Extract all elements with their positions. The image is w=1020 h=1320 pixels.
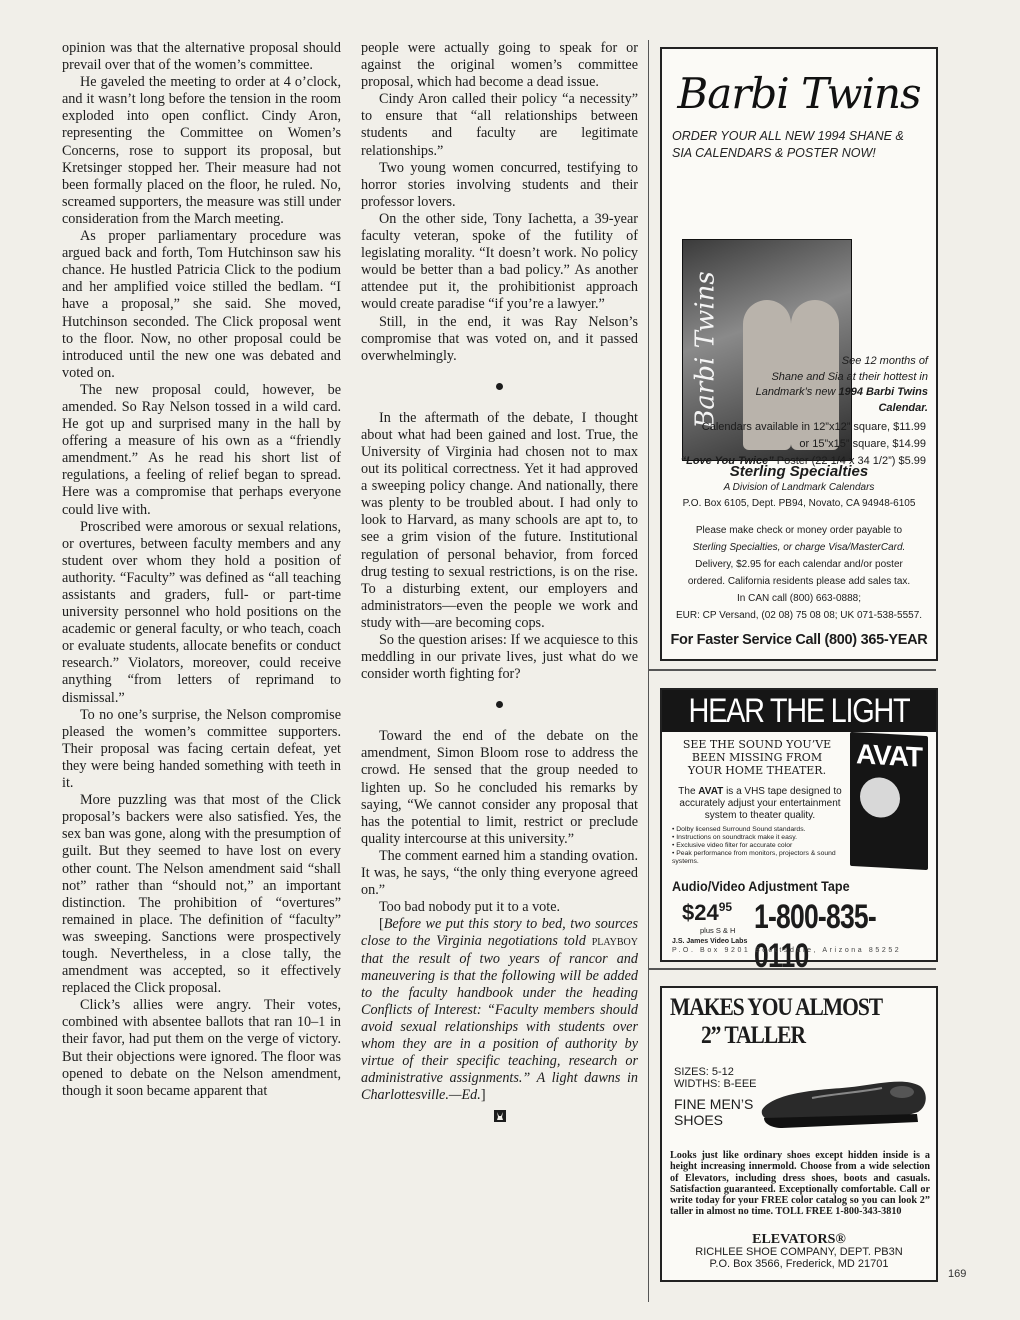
order-instructions: Please make check or money order payable to Sterling Specialties, or charge Visa/MasterCard. Delivery, $2.95 for each calendar and/or poster ordered. California residents please add sales tax. In CAN call (800) 663-0888; EUR: CP Versand, (02 08) 75 08 08; UK 071-538-5557. xyxy=(675,525,923,621)
article-paragraph: The comment earned him a standing ovation. It was, he says, “the only thing everyone agreed on.” xyxy=(361,847,638,899)
article-paragraph: The new proposal could, however, be amended. So Ray Nelson tossed in a wild card. He got up and surprised many in the hall by offering a measure of his own as a “friendly amendment.” As he read his short list of regulations, a feeling of relief began to spread. Here was a compromise that perhaps everyone could live with. xyxy=(62,381,341,518)
price-list: Calendars available in 12”x12” square, $11.99 or 15”x15” square, $14.99 “Love You Twice” Poster (22 1/4 x 34 1/2”) $5.99 xyxy=(680,421,926,467)
sidebar-divider xyxy=(648,40,649,1302)
phone-cta: For Faster Service Call (800) 365-YEAR xyxy=(670,632,928,648)
feature-item: • Peak performance from monitors, projectors & sound systems. xyxy=(672,850,836,865)
article-paragraph: Click’s allies were angry. Their votes, combined with absentee ballots that ran 10–1 in their favor, had put them on the verge of victory. But their objections were ignored. The floor was opened to debate on the Nelson amendment, though it soon became apparent that xyxy=(62,997,341,1099)
feature-item: • Exclusive video filter for accurate color xyxy=(672,842,793,849)
article-paragraph: Cindy Aron called their policy “a necessity” to ensure that “all relationships between students and faculty are legitimate relationships.” xyxy=(361,91,638,159)
article-paragraph: people were actually going to speak for or against the original women’s committee proposal, which had become a dead issue. xyxy=(361,40,638,91)
ad-tagline: SEE THE SOUND YOU’VE BEEN MISSING FROM YOUR HOME THEATER. xyxy=(682,738,832,777)
feature-item: • Instructions on soundtrack make it easy. xyxy=(672,834,798,841)
page-number: 169 xyxy=(948,1268,967,1280)
ad-body-copy: Looks just like ordinary shoes except hidden inside is a height increasing innermold. Choose from a wide selection of Elevators, including dress shoes, boots and casuals. Satisfaction guaranteed. Exceptionally comfortable. Call or write today for your FREE color catalog so you can look 2” taller in almost no time. TOLL FREE 1-800-343-3810 xyxy=(670,1150,930,1218)
editor-note: [Before we put this story to bed, two sources close to the Virginia negotiations told playboy that the result of two years of rancor and maneuvering is that the following will be added to the faculty handbook under the heading Conflicts of Interest: “Faculty members should avoid sexual relationships with students over whom they are in a position of authority by virtue of their specific teaching, research or administrative assignments.” A light dawns in Charlottesville.—Ed.] xyxy=(361,916,638,1104)
shipping-note: plus S & H xyxy=(700,926,736,935)
company-info: RICHLEE SHOE COMPANY, DEPT. PB3N P.O. Box 3566, Frederick, MD 21701 xyxy=(695,1246,903,1270)
product-label: FINE MEN’S SHOES xyxy=(674,1096,754,1128)
article-paragraph: So the question arises: If we acquiesce to this meddling in our private lives, just what do we consider worth fighting for? xyxy=(361,632,638,683)
play-icon xyxy=(860,776,900,818)
section-break-dot xyxy=(496,383,503,390)
ad-subtitle: ORDER YOUR ALL NEW 1994 SHANE & SIA CALENDARS & POSTER NOW! xyxy=(672,129,904,160)
price: $\$24^{95}$ xyxy=(682,900,733,925)
ad-headline: MAKES YOU ALMOST 2” TALLER xyxy=(670,994,883,1049)
article-paragraph: More puzzling was that most of the Click proposal’s backers were also satisfied. Yes, the sex ban was gone, along with the presumption of guilt. But they seemed to have lost on every other count. The Nelson amendment said “shall not” rather than “should not,” an important distinction. The prohibition of “overtures” remained in place. The definition of “faculty” was sweeping. Sanctions were prospectively tough. Nevertheless, in a close tally, the amendment was accepted, so it effectively replaced the Click proposal. xyxy=(62,792,341,997)
article-paragraph: As proper parliamentary procedure was argued back and forth, Tom Hutchinson saw his chance. He hustled Patricia Click to the podium and her amplified voice stilled the bedlam. “I have a proposal,” she said. She moved, Hutchinson seconded. The Click proposal went to the floor. Now, no other proposal could be introduced until the new one was debated and voted on. xyxy=(62,228,341,381)
ad-divider xyxy=(648,669,936,671)
section-break-dot xyxy=(496,701,503,708)
article-column-2 xyxy=(361,40,638,1122)
calendar-spine: Barbi Twins xyxy=(691,271,721,429)
size-info: SIZES: 5-12 WIDTHS: B-EEE xyxy=(674,1066,757,1090)
article-column-1 xyxy=(62,40,341,1100)
company-address: P.O. Box 9201 Scottsdale, Arizona 85252 xyxy=(672,947,902,954)
article-paragraph: Two young women concurred, testifying to horror stories involving students and their professor lovers. xyxy=(361,159,638,210)
barbi-twins-ad xyxy=(660,47,938,661)
elevators-shoes-ad xyxy=(660,986,938,1282)
calendar-caption: See 12 months of Shane and Sia at their hottest in Landmark’s new 1994 Barbi Twins Calendar. xyxy=(755,355,928,414)
product-description: The AVAT is a VHS tape designed to accurately adjust your entertainment system to theater quality. xyxy=(678,786,842,821)
phone-number: 1-800-835-0110 xyxy=(754,898,876,975)
ad-title: Barbi Twins xyxy=(677,69,921,118)
article-paragraph: On the other side, Tony Iachetta, a 39-year faculty veteran, spoke of the futility of legislating morality. “It doesn’t work. No policy would be better than a bad policy.” As another attendee put it, the prohibitionist approach would create paradise “if you’re a lawyer.” xyxy=(361,210,638,313)
avat-ad xyxy=(660,688,938,975)
feature-list xyxy=(672,826,852,866)
feature-item: • Dolby licensed Surround Sound standards. xyxy=(672,826,806,833)
article-paragraph: Toward the end of the debate on the amendment, Simon Bloom rose to address the crowd. He sensed that the group needed to lighten up. So he concluded his remarks by saying, “We cannot consider any proposal that has the potential to limit, restrict or preclude quality intercourse at this university.” xyxy=(361,728,638,847)
article-paragraph: Proscribed were amorous or sexual relations, or overtures, between faculty members and any student over whom they hold a position of authority. “Faculty” was defined as “all teaching assistants and graders, full- or part-time university personnel who hold positions on the academic or general faculty, or who teach, coach or evaluate students, allocate benefits or conduct research.” Violators, moreover, could receive anything “from letters of reprimand to dismissal.” xyxy=(62,518,341,706)
ad-title: HEAR THE LIGHT xyxy=(662,690,936,732)
product-name: Audio/Video Adjustment Tape xyxy=(672,878,850,894)
rabbit-head-end-mark-icon xyxy=(494,1110,506,1122)
article-paragraph: To no one’s surprise, the Nelson compromise pleased the women’s committee supporters. Their proposal was facing certain defeat, yet they were being handed something with teeth in it. xyxy=(62,706,341,792)
company-name: J.S. James Video Labs xyxy=(672,938,748,945)
article-paragraph: opinion was that the alternative proposal should prevail over that of the women’s committee. xyxy=(62,40,341,74)
vhs-box-image: AVAT xyxy=(850,732,928,870)
company-info: Sterling Specialties A Division of Landmark Calendars P.O. Box 6105, Dept. PB94, Novato, CA 94948-6105 Please make check or money order payable to Sterling Specialties, or charge Visa/MasterCard. Delivery, $2.95 for each calendar and/or poster ordered. California residents please add sales tax. In CAN call (800) 663-0888; EUR: CP Versand, (02 08) 75 08 08; UK 071-538-5557. For Faster Service Call (800) 365-YEAR xyxy=(662,463,936,648)
article-paragraph: He gaveled the meeting to order at 4 o’clock, and it wasn’t long before the tension in the room exploded into open conflict. Cindy Aron, representing the Committee on Women’s Concerns, rose to support its proposal, but Kretsinger stopped her. Their measure had not been formally placed on the floor, he ruled. No, screamed supporters, the measure was still under consideration from the March meeting. xyxy=(62,74,341,227)
article-paragraph: Still, in the end, it was Ray Nelson’s compromise that was voted on, and it passed overwhelmingly. xyxy=(361,313,638,364)
brand-name: ELEVATORS® xyxy=(752,1232,846,1247)
loafer-shoe-icon xyxy=(752,1058,932,1138)
article-paragraph: In the aftermath of the debate, I thought about what had been gained and lost. True, the University of Virginia had chosen not to max out its political correctness. Yet it had approved a sweeping policy change. And nationally, there was plenty to be troubled about. I had only to look to Harvard, as many schools are apt to, to see a grim vision of the future. Institutional regulation of personal behavior, from forced drug testing to sexual restrictions, is on the rise. To a disturbing extent, our employers and administrators—even the people we work and study with—are becoming cops. xyxy=(361,409,638,631)
article-paragraph: Too bad nobody put it to a vote. xyxy=(379,899,561,916)
